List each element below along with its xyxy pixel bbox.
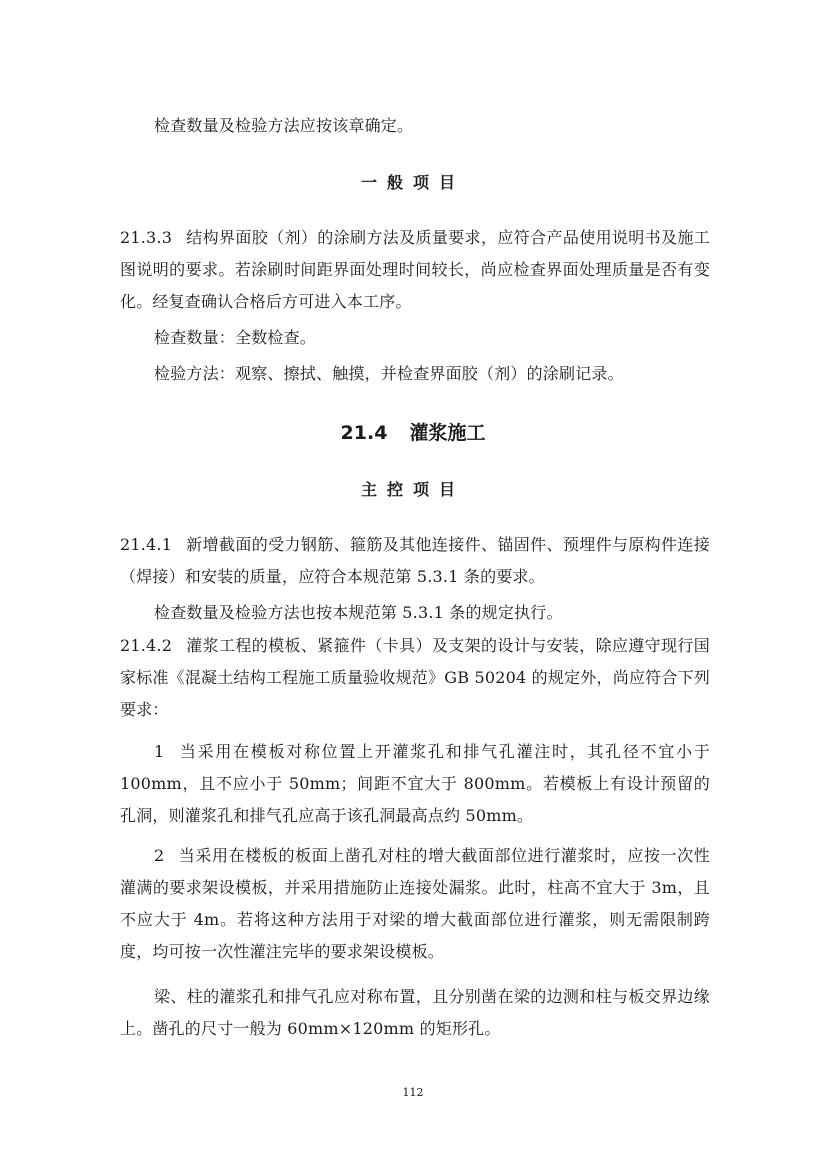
paragraph-inspection-method: 检验方法：观察、擦拭、触摸，并检查界面胶（剂）的涂刷记录。 <box>154 364 624 383</box>
heading-main-control-items: 主控项目 <box>360 480 465 499</box>
item-text: 当采用在楼板的板面上凿孔对柱的增大截面部位进行灌浆时，应按一次性灌满的要求架设模板，并采用措施防止连接处漏浆。此时，柱高不宜大于 3m，且不应大于 4m。若将这种方法用于对梁的增大截面部位进行灌浆，则无需限制跨度，均可按一次性灌注完毕的要求架设模板。 <box>120 846 710 961</box>
heading-general-items: 一般项目 <box>360 173 465 192</box>
clause-number: 21.4.1 <box>120 535 173 554</box>
clause-text: 结构界面胶（剂）的涂刷方法及质量要求，应符合产品使用说明书及施工图说明的要求。若涂刷时间距界面处理时间较长，尚应检查界面处理质量是否有变化。经复查确认合格后方可进入本工序。 <box>120 228 710 311</box>
clause-21-3-3 <box>120 222 710 318</box>
item-number: 2 <box>154 846 165 865</box>
page-number: 112 <box>402 1086 424 1099</box>
clause-number: 21.4.2 <box>120 636 173 655</box>
clause-21-4-1 <box>120 529 710 593</box>
clause-number: 21.3.3 <box>120 228 173 247</box>
list-item-1 <box>120 736 710 832</box>
paragraph-grout-holes: 梁、柱的灌浆孔和排气孔应对称布置，且分别凿在梁的边测和柱与板交界边缘上。凿孔的尺寸一般为 60mm×120mm 的矩形孔。 <box>120 987 710 1038</box>
section-name: 灌浆施工 <box>409 422 486 444</box>
section-title-21-4 <box>0 418 826 445</box>
clause-21-4-2 <box>120 630 710 726</box>
paragraph-check-quantity: 检查数量：全数检查。 <box>154 328 317 347</box>
section-number: 21.4 <box>340 422 388 444</box>
item-text: 当采用在模板对称位置上开灌浆孔和排气孔灌注时，其孔径不宜小于 100mm，且不应小于 50mm；间距不宜大于 800mm。若模板上有设计预留的孔洞，则灌浆孔和排气孔应高于该孔洞最高点约 50mm。 <box>120 742 710 825</box>
list-item-2 <box>120 840 710 968</box>
item-number: 1 <box>154 742 165 761</box>
paragraph-check-method: 检查数量及检验方法应按该章确定。 <box>154 116 414 135</box>
clause-text: 灌浆工程的模板、紧箍件（卡具）及支架的设计与安装，除应遵守现行国家标准《混凝土结构工程施工质量验收规范》GB 50204 的规定外，尚应符合下列要求： <box>120 636 710 719</box>
paragraph-check-basis: 检查数量及检验方法也按本规范第 5.3.1 条的规定执行。 <box>154 603 563 622</box>
clause-text: 新增截面的受力钢筋、箍筋及其他连接件、锚固件、预埋件与原构件连接（焊接）和安装的质量，应符合本规范第 5.3.1 条的要求。 <box>120 535 710 586</box>
